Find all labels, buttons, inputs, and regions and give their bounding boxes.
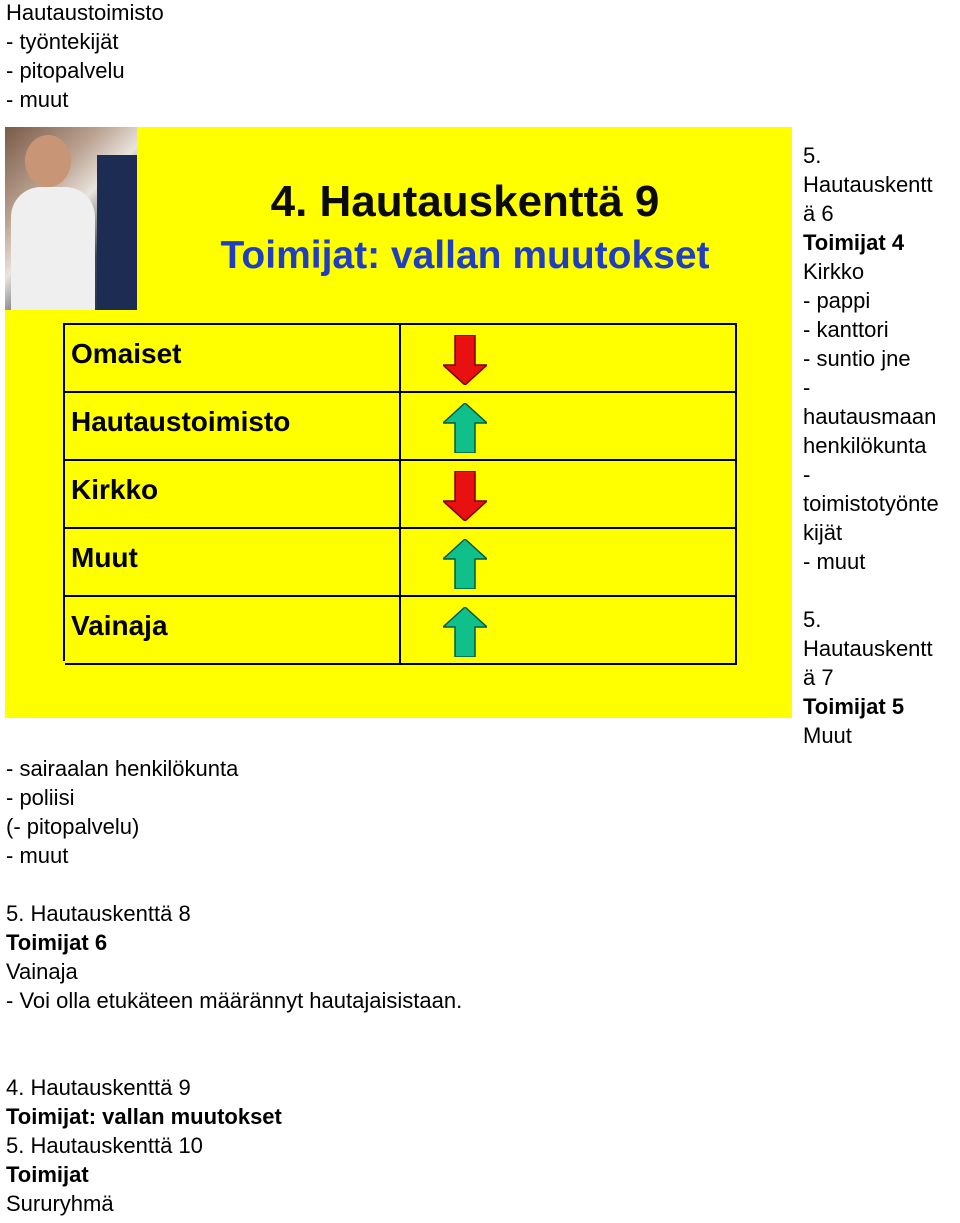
section6-item: - muut: [803, 549, 866, 574]
lower-list: [6, 754, 238, 870]
section6-item: - suntio jne: [803, 346, 911, 371]
power-change-table: [63, 323, 737, 661]
top-list: [6, 0, 164, 114]
section6-item: toimistotyönte: [803, 491, 939, 516]
row-label-cell: [65, 393, 401, 459]
lower-list-item: - muut: [6, 843, 69, 868]
section6-title: ä 6: [803, 201, 834, 226]
section8-item: - Voi olla etukäteen määrännyt hautajaisistaan.: [6, 988, 463, 1013]
section10-title: 5. Hautauskenttä 10: [6, 1133, 203, 1158]
row-label: Hautaustoimisto: [71, 406, 291, 437]
row-arrow-cell: [401, 597, 737, 663]
table-row: [65, 529, 737, 597]
arrow-up-icon: [443, 539, 487, 589]
section10-item: Sururyhmä: [6, 1191, 114, 1216]
section6-item: henkilökunta: [803, 433, 927, 458]
table-row: [65, 393, 737, 461]
bottom-sections: [6, 1073, 282, 1218]
section7-title: ä 7: [803, 665, 834, 690]
section8-heading: Toimijat 6: [6, 930, 108, 955]
section9-heading: Toimijat: vallan muutokset: [6, 1104, 282, 1129]
section8-title: 5. Hautauskenttä 8: [6, 901, 191, 926]
row-arrow-cell: [401, 393, 737, 459]
section6-item: -: [803, 375, 811, 400]
arrow-down-icon: [443, 335, 487, 385]
section6-item: -: [803, 462, 811, 487]
spacer: [803, 576, 939, 605]
slide-photo: [5, 127, 137, 310]
row-label-cell: [65, 461, 401, 527]
row-label-cell: [65, 325, 401, 391]
top-list-item: - muut: [6, 87, 69, 112]
slide-title: 4. Hautauskenttä 9: [270, 177, 660, 226]
section6-item: Kirkko: [803, 259, 865, 284]
section8-item: Vainaja: [6, 959, 78, 984]
row-arrow-cell: [401, 325, 737, 391]
row-label: Vainaja: [71, 610, 168, 641]
photo-figure-robe: [11, 187, 95, 310]
row-label-cell: [65, 597, 401, 663]
row-label: Kirkko: [71, 474, 159, 505]
section8: [6, 899, 462, 1015]
section6-title: Hautauskentt: [803, 172, 933, 197]
section6-item: hautausmaan: [803, 404, 937, 429]
section7-title: 5.: [803, 607, 822, 632]
lower-list-item: (- pitopalvelu): [6, 814, 140, 839]
section7-title: Hautauskentt: [803, 636, 933, 661]
arrow-down-icon: [443, 471, 487, 521]
section7-item: Muut: [803, 723, 852, 748]
section6-item: - pappi: [803, 288, 871, 313]
row-label-cell: [65, 529, 401, 595]
slide-image: [5, 127, 792, 718]
section7-heading: Toimijat 5: [803, 694, 905, 719]
right-column: [803, 141, 939, 750]
top-list-title: Hautaustoimisto: [6, 0, 164, 25]
table-row: [65, 461, 737, 529]
table-row: [65, 597, 737, 665]
top-list-item: - työntekijät: [6, 29, 119, 54]
photo-figure-head: [25, 135, 71, 187]
top-list-item: - pitopalvelu: [6, 58, 125, 83]
section9-title: 4. Hautauskenttä 9: [6, 1075, 191, 1100]
section6-heading: Toimijat 4: [803, 230, 905, 255]
slide-subtitle: Toimijat: vallan muutokset: [220, 234, 710, 277]
row-label: Muut: [71, 542, 138, 573]
row-arrow-cell: [401, 461, 737, 527]
section6-title: 5.: [803, 143, 822, 168]
lower-list-item: - poliisi: [6, 785, 75, 810]
table-row: [65, 325, 737, 393]
row-arrow-cell: [401, 529, 737, 595]
photo-figure-uniform: [97, 155, 137, 310]
section6-item: - kanttori: [803, 317, 889, 342]
section6-item: kijät: [803, 520, 843, 545]
section10-heading: Toimijat: [6, 1162, 89, 1187]
arrow-up-icon: [443, 403, 487, 453]
lower-list-item: - sairaalan henkilökunta: [6, 756, 239, 781]
row-label: Omaiset: [71, 338, 182, 369]
arrow-up-icon: [443, 607, 487, 657]
